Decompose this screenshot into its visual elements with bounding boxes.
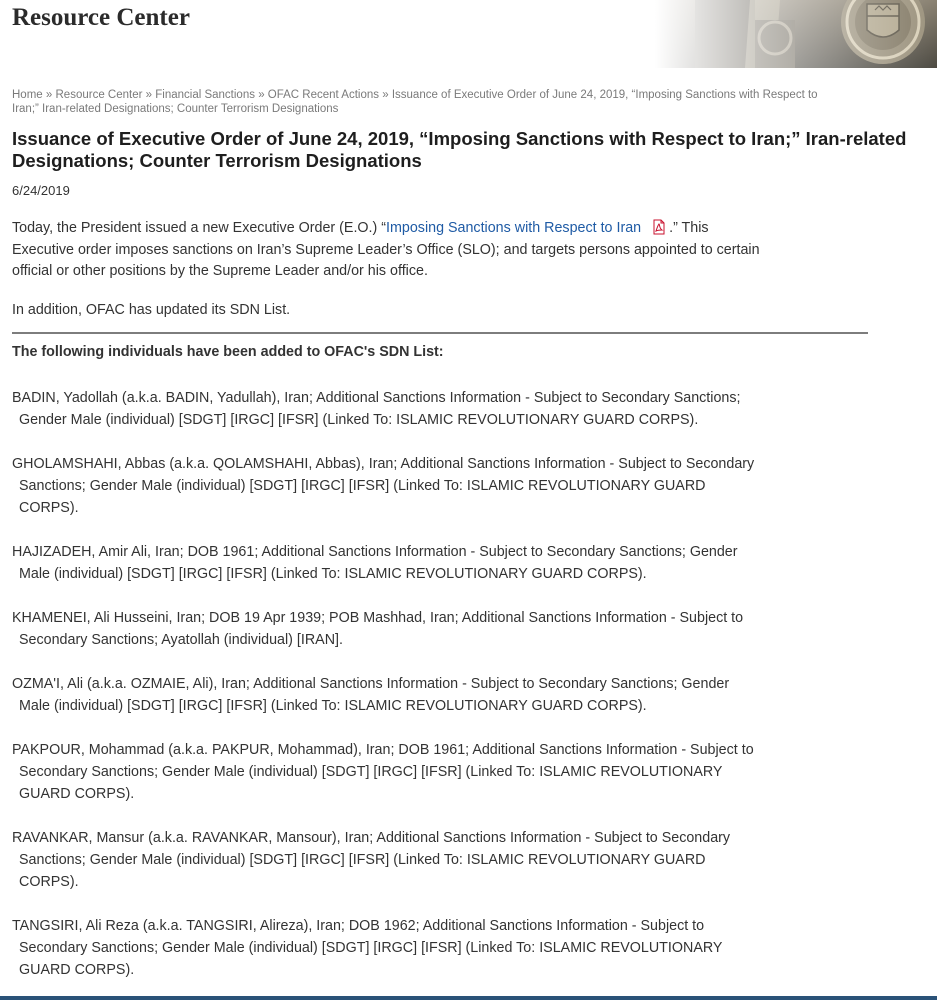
page-title-line: Designations; Counter Terrorism Designations [12, 150, 422, 171]
sdn-update-note: In addition, OFAC has updated its SDN List. [12, 302, 291, 318]
section-divider [12, 332, 868, 334]
sdn-entry-ravankar [12, 827, 730, 893]
breadcrumb-current-page: Issuance of Executive Order of June 24, 2019, “Imposing Sanctions with Respect to [391, 89, 818, 101]
intro-after-link: .” This [669, 220, 709, 236]
sdn-entry-badin [12, 387, 740, 431]
sdn-entry-line: Secondary Sanctions; Ayatollah (individual) [IRAN]. [19, 632, 343, 648]
site-title: Resource Center [12, 4, 190, 31]
sdn-entry-line: Sanctions; Gender Male (individual) [SDGT] [IRGC] [IFSR] (Linked To: ISLAMIC REVOLUTIONARY GUARD [19, 478, 706, 494]
breadcrumb [12, 88, 937, 116]
footer-bar [0, 996, 937, 1000]
sdn-entry-line: HAJIZADEH, Amir Ali, Iran; DOB 1961; Additional Sanctions Information - Subject to Secondary Sanctions; Gender [12, 544, 738, 560]
sdn-entry-line: Male (individual) [SDGT] [IRGC] [IFSR] (Linked To: ISLAMIC REVOLUTIONARY GUARD CORPS). [19, 566, 647, 582]
intro-line: Executive order imposes sanctions on Iran’s Supreme Leader’s Office (SLO); and targets persons appointed to certain [12, 241, 760, 258]
sdn-entry-line: OZMA'I, Ali (a.k.a. OZMAIE, Ali), Iran; Additional Sanctions Information - Subject to Secondary Sanctions; Gender [12, 676, 730, 692]
breadcrumb-separator: » [382, 89, 389, 101]
sdn-entry-line: TANGSIRI, Ali Reza (a.k.a. TANGSIRI, Alireza), Iran; DOB 1962; Additional Sanctions Information - Subject to [12, 918, 705, 934]
breadcrumb-resource-center-link[interactable]: Resource Center [55, 89, 143, 101]
sdn-entry-line: GUARD CORPS). [19, 962, 135, 978]
breadcrumb-line-1 [12, 88, 937, 102]
sdn-entry-line: RAVANKAR, Mansur (a.k.a. RAVANKAR, Mansour), Iran; Additional Sanctions Information - Subject to Secondary [12, 830, 731, 846]
page-title-line: Issuance of Executive Order of June 24, 2019, “Imposing Sanctions with Respect to Iran;” Iran-related [12, 128, 907, 149]
sdn-entry-hajizadeh [12, 541, 738, 585]
executive-order-link[interactable]: Imposing Sanctions with Respect to Iran [386, 220, 642, 236]
sdn-entry-ozmai [12, 673, 729, 717]
breadcrumb-current-page-continued: Iran;” Iran-related Designations; Counter Terrorism Designations [12, 103, 339, 115]
sdn-entry-line: GUARD CORPS). [19, 786, 135, 802]
sdn-entry-line: CORPS). [19, 874, 79, 890]
site-header [0, 0, 937, 70]
pdf-icon[interactable] [651, 219, 667, 235]
intro-paragraph [12, 218, 760, 283]
intro-line [12, 218, 760, 240]
sdn-entry-line: Secondary Sanctions; Gender Male (individual) [SDGT] [IRGC] [IFSR] (Linked To: ISLAMIC REVOLUTIONARY [19, 940, 723, 956]
breadcrumb-ofac-recent-actions-link[interactable]: OFAC Recent Actions [267, 89, 380, 101]
sdn-entry-gholamshahi [12, 453, 754, 519]
breadcrumb-separator: » [258, 89, 265, 101]
publication-date: 6/24/2019 [12, 183, 70, 198]
intro-line: official or other positions by the Supreme Leader and/or his office. [12, 263, 428, 279]
intro-prefix: Today, the President issued a new Executive Order (E.O.) “ [12, 220, 387, 236]
breadcrumb-home-link[interactable]: Home [12, 89, 43, 101]
sdn-entry-line: Secondary Sanctions; Gender Male (individual) [SDGT] [IRGC] [IFSR] (Linked To: ISLAMIC REVOLUTIONARY [19, 764, 723, 780]
treasury-seal-icon [655, 0, 937, 68]
sdn-entry-line: BADIN, Yadollah (a.k.a. BADIN, Yadullah), Iran; Additional Sanctions Information - Subject to Secondary Sanctions; [12, 390, 741, 406]
breadcrumb-separator: » [45, 89, 53, 101]
sdn-entry-line: Male (individual) [SDGT] [IRGC] [IFSR] (Linked To: ISLAMIC REVOLUTIONARY GUARD CORPS). [19, 698, 647, 714]
sdn-entry-line: Sanctions; Gender Male (individual) [SDGT] [IRGC] [IFSR] (Linked To: ISLAMIC REVOLUTIONARY GUARD [19, 852, 706, 868]
sdn-entry-khamenei [12, 607, 743, 651]
sdn-entry-pakpour [12, 739, 754, 805]
sdn-entry-tangsiri [12, 915, 722, 981]
sdn-entry-line: Gender Male (individual) [SDGT] [IRGC] [IFSR] (Linked To: ISLAMIC REVOLUTIONARY GUARD CORPS). [19, 412, 699, 428]
page-title [12, 128, 906, 172]
sdn-entry-line: KHAMENEI, Ali Husseini, Iran; DOB 19 Apr 1939; POB Mashhad, Iran; Additional Sanctions Information - Subject to [12, 610, 744, 626]
sdn-entry-line: GHOLAMSHAHI, Abbas (a.k.a. QOLAMSHAHI, Abbas), Iran; Additional Sanctions Information - Subject to Secondary [12, 456, 755, 472]
sdn-entry-line: CORPS). [19, 500, 79, 516]
breadcrumb-financial-sanctions-link[interactable]: Financial Sanctions [155, 89, 255, 101]
sdn-list-heading: The following individuals have been added to OFAC's SDN List: [12, 344, 444, 360]
breadcrumb-separator: » [145, 89, 153, 101]
sdn-entry-line: PAKPOUR, Mohammad (a.k.a. PAKPUR, Mohammad), Iran; DOB 1961; Additional Sanctions Information - Subject to [12, 742, 754, 758]
